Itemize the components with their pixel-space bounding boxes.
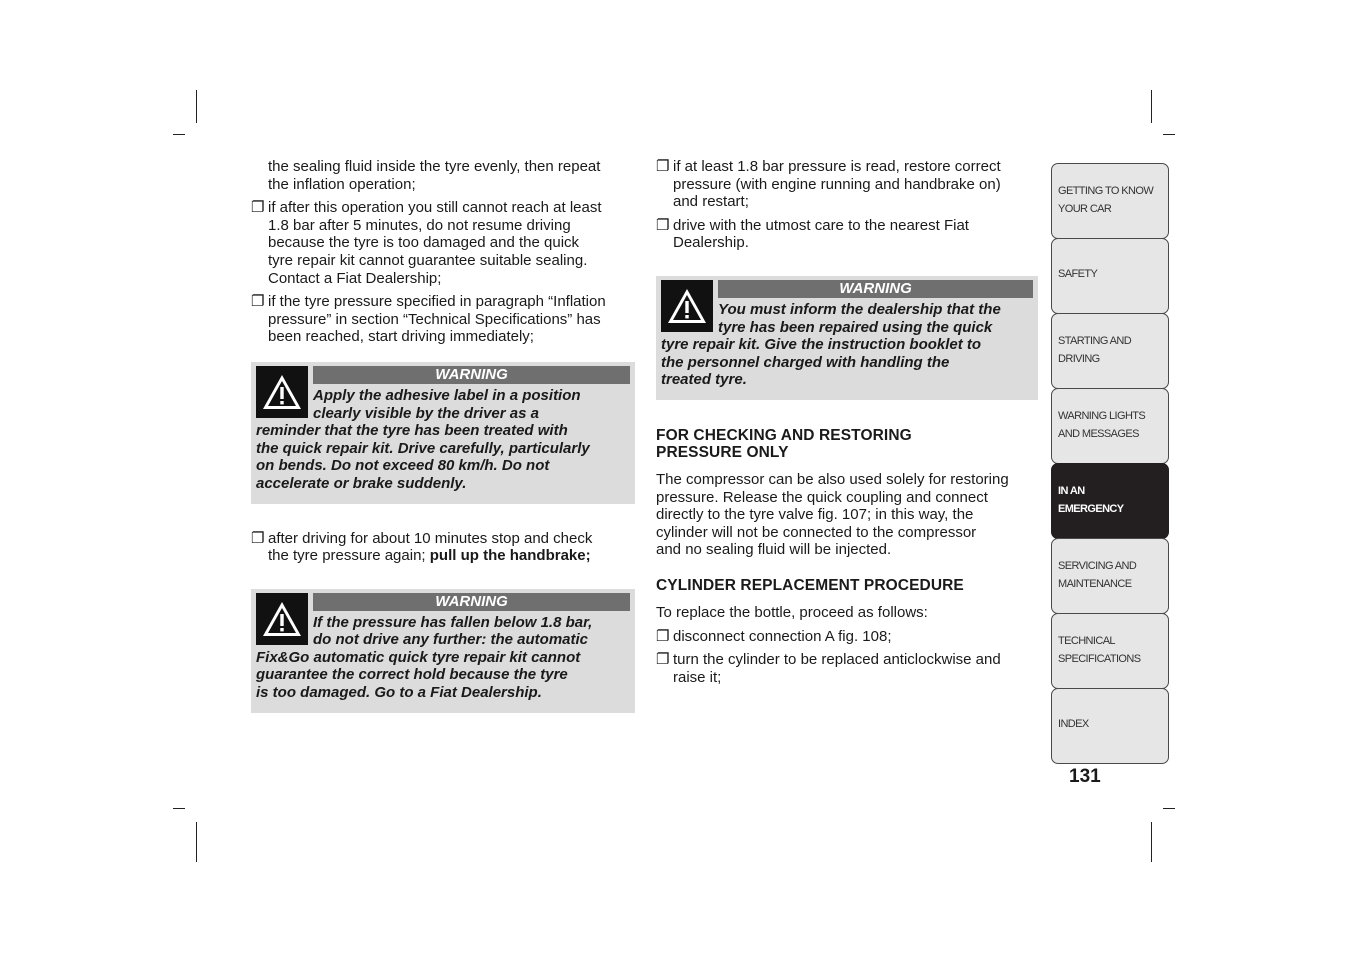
middle-column — [656, 158, 1038, 692]
crop-mark — [1163, 134, 1175, 135]
list-item: ❐ if at least 1.8 bar pressure is read, restore correct pressure (with engine running and handbrake on) and restart; — [656, 158, 1001, 211]
list-item: ❐ after driving for about 10 minutes stop and check the tyre pressure again; pull up the handbrake; — [251, 529, 593, 565]
warning-box: WARNING You must inform the dealership that the tyre has been repaired using the quick tyre repair kit. Give the instruction booklet to the personnel charged with handling the treated tyre. — [656, 276, 1038, 400]
section-paragraph: The compressor can be also used solely for restoring pressure. Release the quick coupling and connect directly to the tyre valve fig. 107; in this way, the cylinder will not be connected to the compressor and no sealing fluid will be injected. — [656, 470, 1009, 559]
warning-title: WARNING — [313, 366, 630, 384]
section-heading: FOR CHECKING AND RESTORING PRESSURE ONLY — [656, 426, 912, 461]
tab-index[interactable]: INDEX — [1051, 688, 1169, 764]
page-number: 131 — [1069, 766, 1101, 787]
tab-getting-to-know-your-car[interactable]: GETTING TO KNOW YOUR CAR — [1051, 163, 1169, 239]
tab-in-an-emergency[interactable]: IN AN EMERGENCY — [1051, 463, 1169, 539]
chapter-tabs — [1051, 163, 1169, 763]
checkbox-bullet-icon: ❐ — [656, 216, 670, 234]
warning-triangle-icon — [256, 593, 308, 645]
crop-mark — [1151, 90, 1152, 123]
tab-safety[interactable]: SAFETY — [1051, 238, 1169, 314]
list-item: ❐ turn the cylinder to be replaced anticlockwise and raise it; — [656, 651, 1001, 686]
warning-triangle-icon — [256, 366, 308, 418]
checkbox-bullet-icon: ❐ — [656, 651, 670, 669]
warning-triangle-icon — [661, 280, 713, 332]
intro-paragraph: the sealing fluid inside the tyre evenly, then repeat the inflation operation; — [268, 158, 601, 193]
tab-warning-lights-and-messages[interactable]: WARNING LIGHTS AND MESSAGES — [1051, 388, 1169, 464]
crop-mark — [196, 822, 197, 862]
warning-box: WARNING Apply the adhesive label in a position clearly visible by the driver as a reminder that the tyre has been treated with the quick repair kit. Drive carefully, particularly on bends. Do not exceed 80 km/h. Do not accelerate or brake suddenly. — [251, 362, 635, 504]
checkbox-bullet-icon: ❐ — [251, 293, 265, 311]
checkbox-bullet-icon: ❐ — [251, 529, 265, 547]
section-intro: To replace the bottle, proceed as follows: — [656, 603, 928, 621]
crop-mark — [173, 134, 185, 135]
checkbox-bullet-icon: ❐ — [656, 158, 670, 175]
checkbox-bullet-icon: ❐ — [251, 199, 265, 217]
crop-mark — [1163, 808, 1175, 809]
crop-mark — [1151, 822, 1152, 862]
tab-servicing-and-maintenance[interactable]: SERVICING AND MAINTENANCE — [1051, 538, 1169, 614]
crop-mark — [196, 90, 197, 123]
list-item: ❐ if after this operation you still cannot reach at least 1.8 bar after 5 minutes, do not resume driving because the tyre is too damaged and the quick tyre repair kit cannot guarantee suitable sealing. Contact a Fiat Dealership; — [251, 199, 602, 287]
list-item: ❐ drive with the utmost care to the nearest Fiat Dealership. — [656, 216, 969, 252]
warning-title: WARNING — [313, 593, 630, 611]
list-item: ❐ disconnect connection A fig. 108; — [656, 627, 892, 645]
checkbox-bullet-icon: ❐ — [656, 627, 670, 645]
tab-technical-specifications[interactable]: TECHNICAL SPECIFICATIONS — [1051, 613, 1169, 689]
section-heading: CYLINDER REPLACEMENT PROCEDURE — [656, 576, 964, 594]
crop-mark — [173, 808, 185, 809]
warning-title: WARNING — [718, 280, 1033, 298]
tab-starting-and-driving[interactable]: STARTING AND DRIVING — [1051, 313, 1169, 389]
warning-box: WARNING If the pressure has fallen below 1.8 bar, do not drive any further: the automatic Fix&Go automatic quick tyre repair kit cannot guarantee the correct hold because the tyre is too damaged. Go to a Fiat Dealership. — [251, 589, 635, 713]
left-column — [251, 158, 635, 713]
list-item: ❐ if the tyre pressure specified in paragraph “Inflation pressure” in section “Technical Specifications” has been reached, start driving immediately; — [251, 293, 606, 346]
